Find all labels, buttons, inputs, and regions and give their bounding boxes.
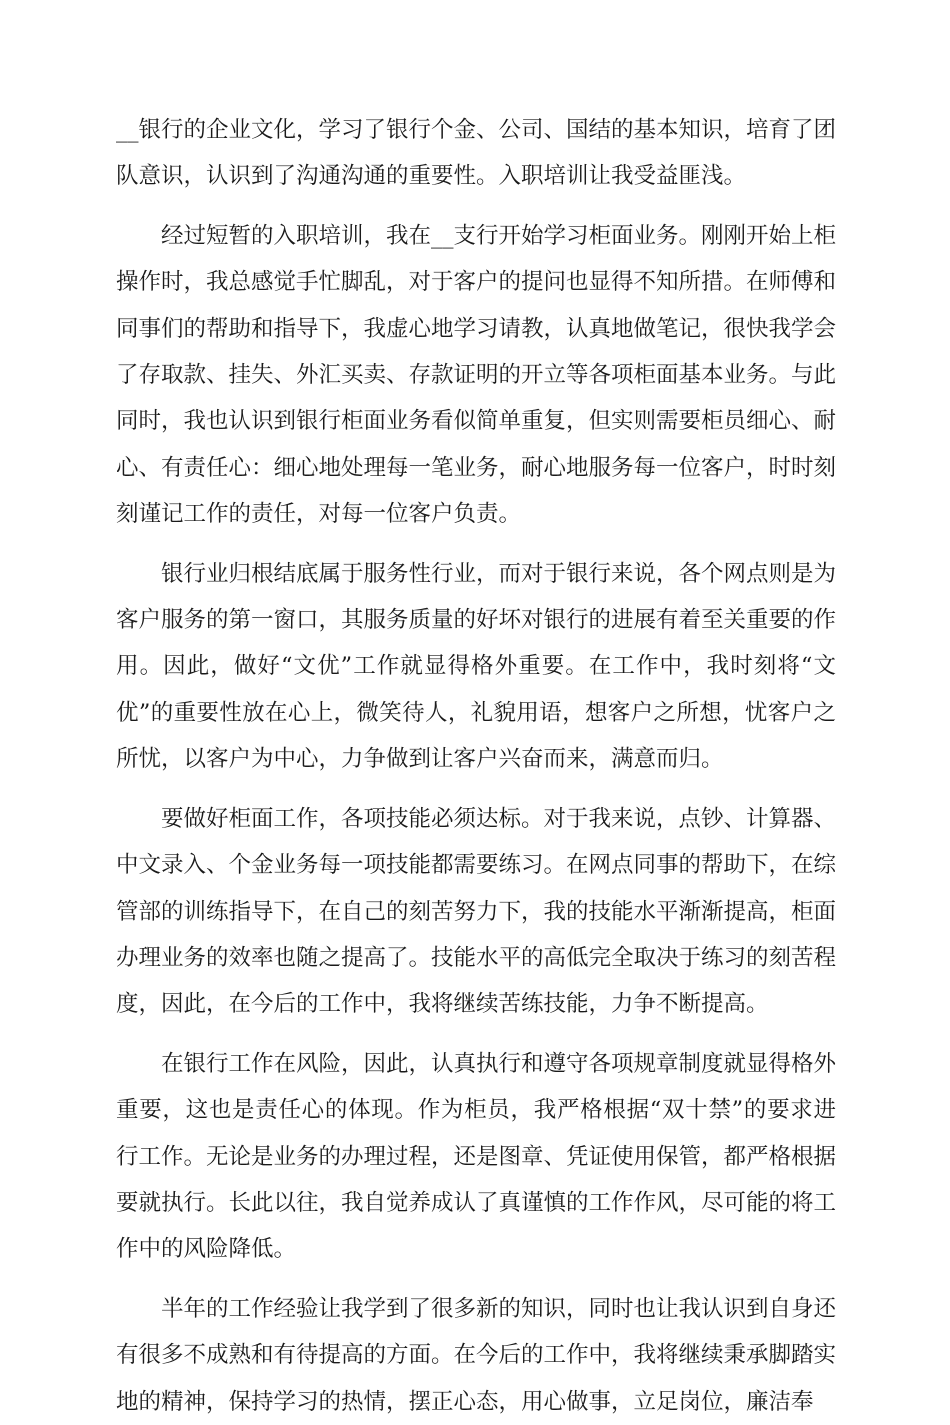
paragraph-counter-learning: 经过短暂的入职培训，我在__支行开始学习柜面业务。刚刚开始上柜操作时，我总感觉手忙脚乱，对于客户的提问也显得不知所措。在师傅和同事们的帮助和指导下，我虚心地学习请教，认真地做笔记，很快我学会了存取款、挂失、外汇买卖、存款证明的开立等各项柜面基本业务。与此同时，我也认识到银行柜面业务看似简单重复，但实则需要柜员细心、耐心、有责任心：细心地处理每一笔业务，耐心地服务每一位客户，时时刻刻谨记工作的责任，对每一位客户负责。 <box>116 222 837 528</box>
paragraph-service-quality: 银行业归根结底属于服务性行业，而对于银行来说，各个网点则是为客户服务的第一窗口，其服务质量的好坏对银行的进展有着至关重要的作用。因此，做好“文优”工作就显得格外重要。在工作中，我时刻将“文优”的重要性放在心上，微笑待人，礼貌用语，想客户之所想，忧客户之所忧，以客户为中心，力争做到让客户兴奋而来，满意而归。 <box>116 560 837 773</box>
paragraph-skills: 要做好柜面工作，各项技能必须达标。对于我来说，点钞、计算器、中文录入、个金业务每一项技能都需要练习。在网点同事的帮助下，在综管部的训练指导下，在自己的刻苦努力下，我的技能水平渐渐提高，柜面办理业务的效率也随之提高了。技能水平的高低完全取决于练习的刻苦程度，因此，在今后的工作中，我将继续苦练技能，力争不断提高。 <box>116 805 837 1018</box>
document-body <box>116 107 836 1425</box>
paragraph-training-summary: __银行的企业文化，学习了银行个金、公司、国结的基本知识，培育了团队意识，认识到了沟通沟通的重要性。入职培训让我受益匪浅。 <box>116 117 837 190</box>
paragraph-risk-control: 在银行工作在风险，因此，认真执行和遵守各项规章制度就显得格外重要，这也是责任心的体现。作为柜员，我严格根据“双十禁”的要求进行工作。无论是业务的办理过程，还是图章、凭证使用保管，都严格根据要就执行。长此以往，我自觉养成认了真谨慎的工作作风，尽可能的将工作中的风险降低。 <box>116 1050 837 1263</box>
paragraph-experience: 半年的工作经验让我学到了很多新的知识，同时也让我认识到自身还有很多不成熟和有待提高的方面。在今后的工作中，我将继续秉承脚踏实地的精神，保持学习的热情，摆正心态，用心做事，立足岗位，廉洁奉 <box>116 1295 837 1415</box>
